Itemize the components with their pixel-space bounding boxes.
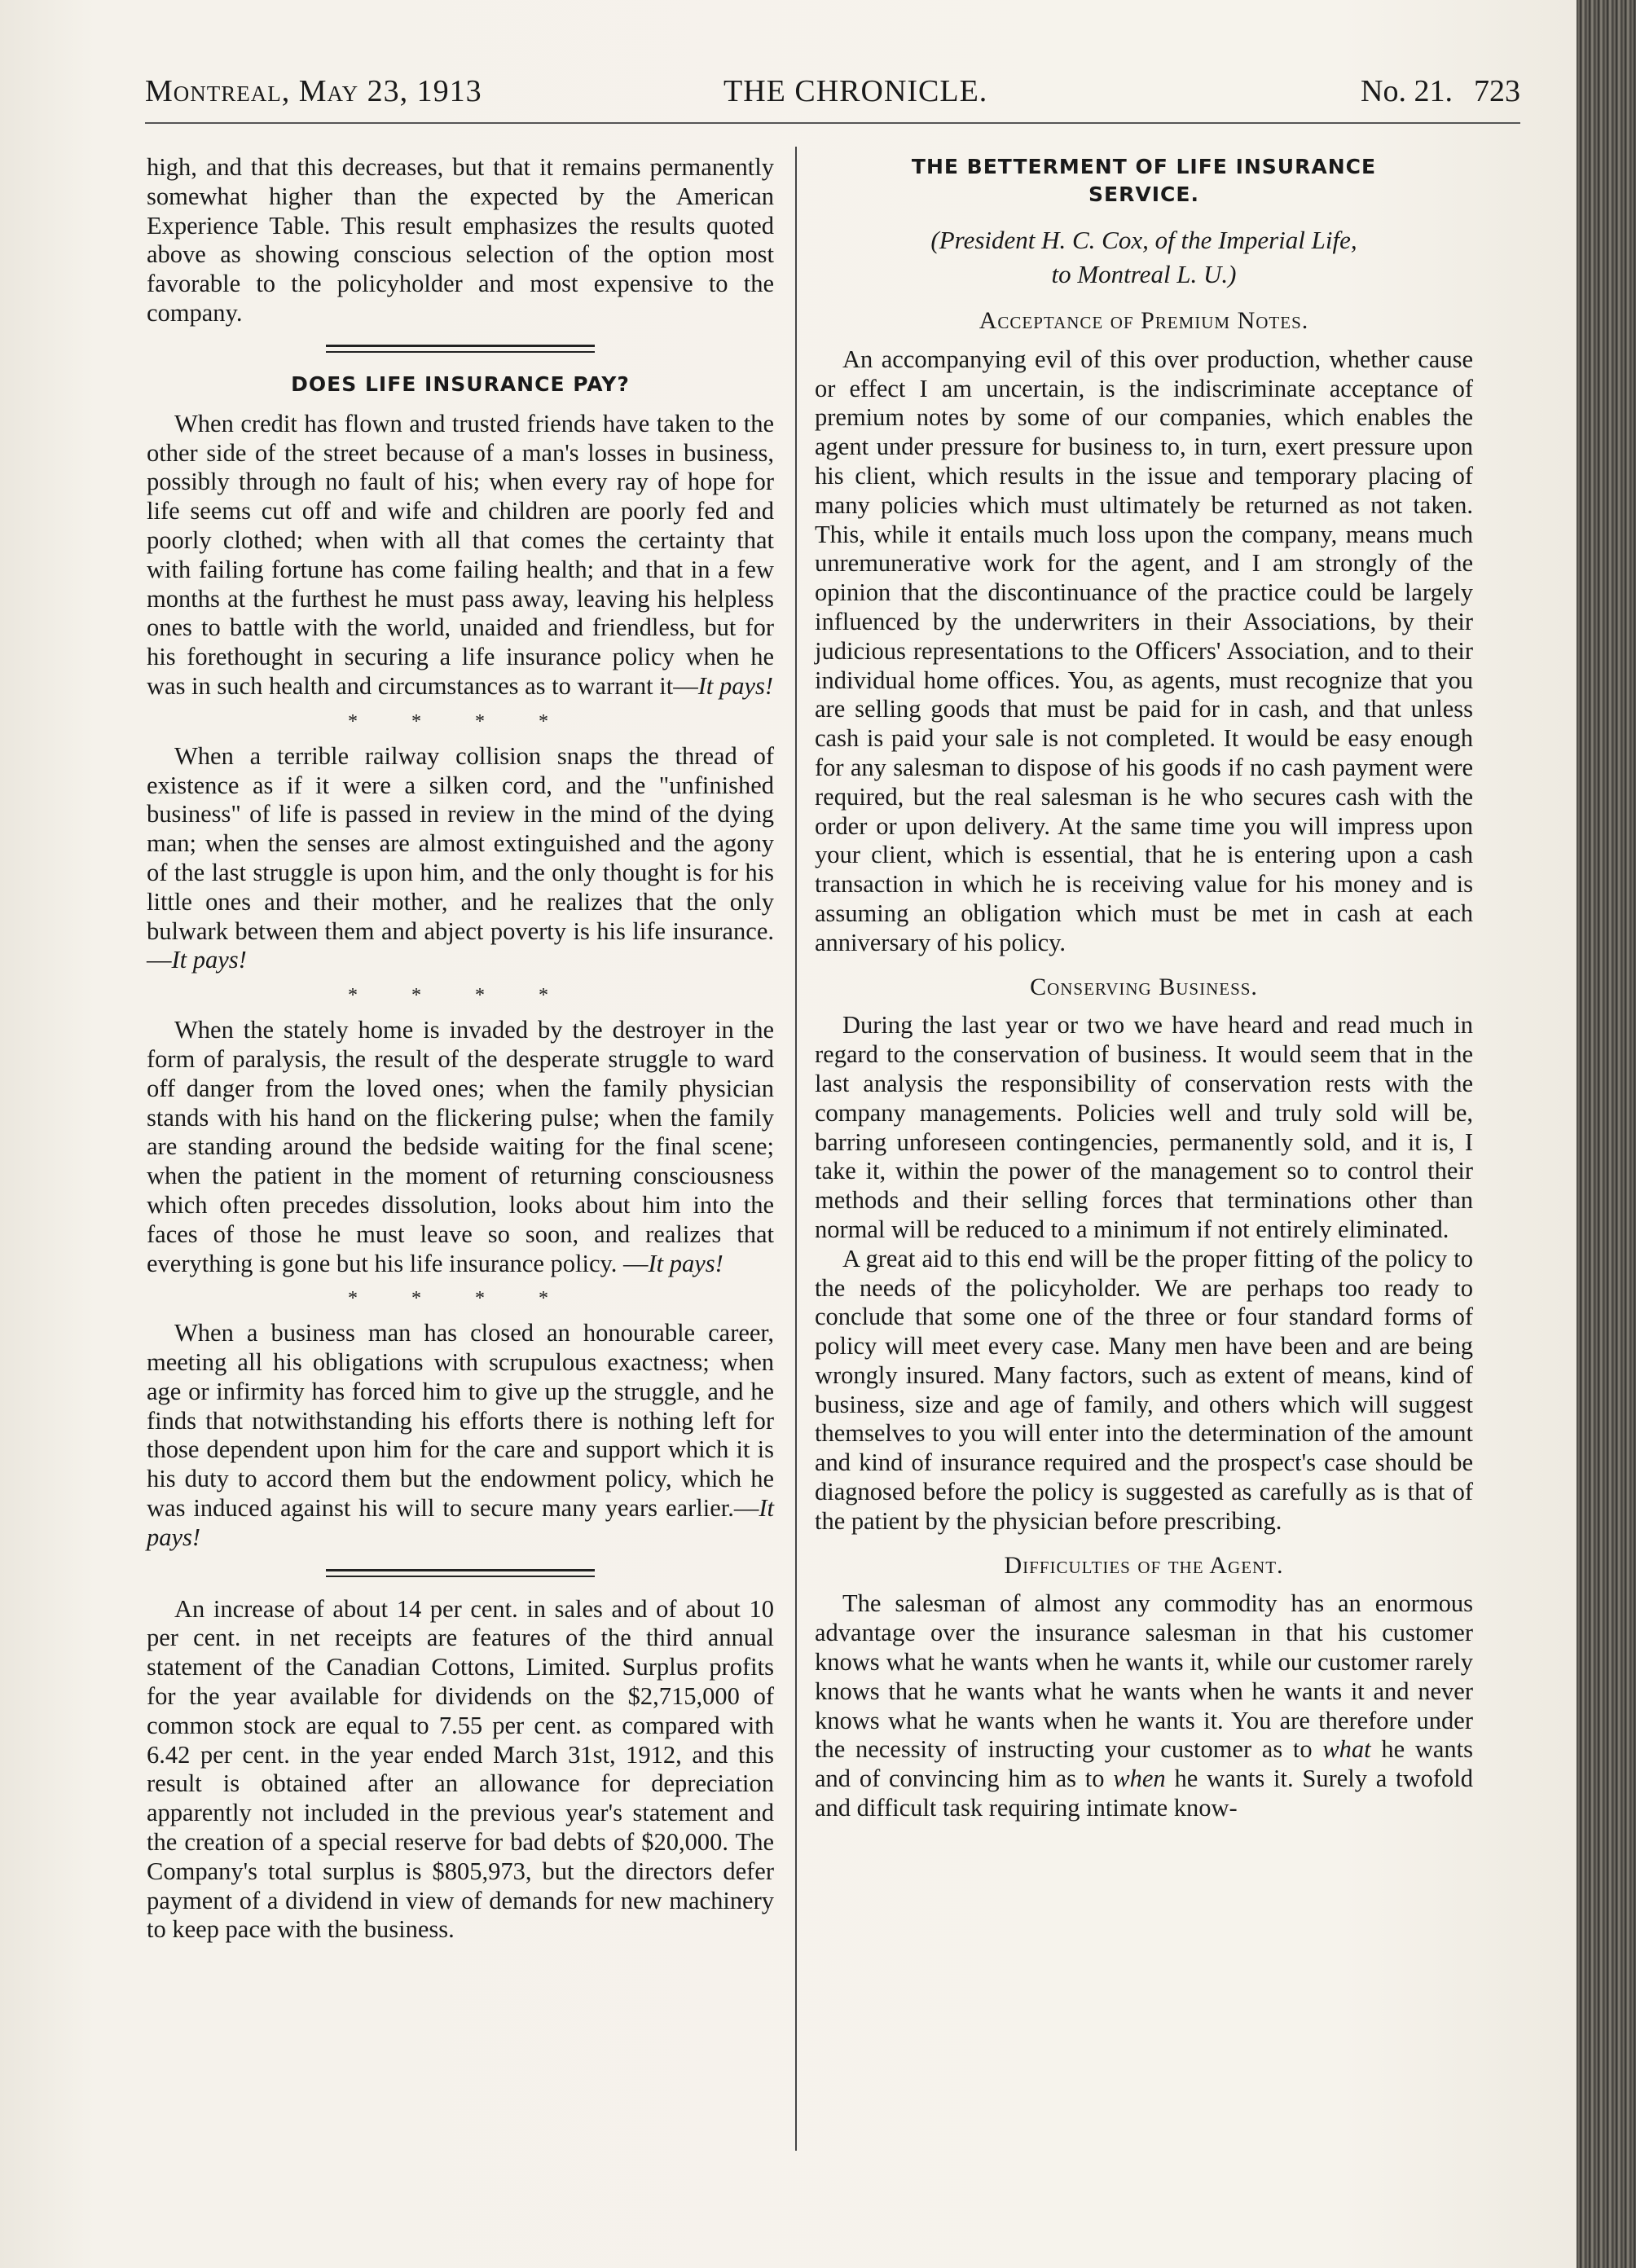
paragraph-text: When a business man has closed an honourable career, meeting all his obligations with scrupulous exactness; when age or infirmity has forced him to give up the struggle, and he finds that notwithstanding his efforts there is nothing left for those dependent upon him for the care and support which it is his duty to accord them but the endowment policy, which he was induced against his will to secure many years earlier.— (147, 1319, 774, 1523)
refrain: It pays! (697, 671, 774, 700)
byline (815, 223, 1473, 292)
subheading: Acceptance of Premium Notes. (979, 307, 1309, 334)
paragraph-text: When a terrible railway collision snaps the thread of existence as if it were a silken cord, and the "unfinished business" of life is passed in review in the mind of the dying man; when the senses are almost extinguished and the agony of the last struggle is upon him, and the only thought is for his little ones and their mother, and he realizes that the only bulwark between them and abject poverty is his life insurance.— (147, 741, 774, 974)
left-column (147, 153, 774, 1945)
asterism: * * * * (348, 710, 573, 732)
emphasis-word: when (1113, 1765, 1166, 1793)
article-paragraph (147, 742, 774, 975)
masthead-rule (145, 122, 1520, 124)
article-paragraph (147, 410, 774, 701)
emphasis-word: what (1322, 1735, 1371, 1764)
continued-paragraph: high, and that this decreases, but that it remains permanently somewhat higher than the expected by the American Experience Table. This result emphasizes the results quoted above as showing conscious selection of the option most favorable to the policyholder and most expensive to the company. (147, 153, 774, 327)
paragraph-text: The salesman of almost any commodity has an enormous advantage over the insurance salesman in that his customer knows what he wants when he wants it, while our customer rarely knows that he wants what he wants when he wants it and never knows what he wants when he wants it. You are therefore under the necessity of instructing your customer as to (815, 1589, 1473, 1764)
article-paragraph: During the last year or two we have heard and read much in regard to the conservation of business. It would seem that in the last analysis the responsibility of conservation rests with the company managements. Policies well and truly sold will be, barring unforeseen contingencies, permanently sold, and it is, I take it, within the power of the management so to control their methods and their selling forces that terminations other than normal will be reduced to a minimum if not entirely eliminated. (815, 1011, 1473, 1243)
section-divider (326, 345, 595, 353)
byline-line: (President H. C. Cox, of the Imperial Life, (930, 226, 1357, 254)
headline-line: THE BETTERMENT OF LIFE INSURANCE (911, 155, 1377, 178)
article-paragraph (147, 1319, 774, 1552)
asterism: * * * * (348, 1288, 573, 1310)
news-item-paragraph: An increase of about 14 per cent. in sales and of about 10 per cent. in net receipts are features of the third annual statement of the Canadian Cottons, Limited. Surplus profits for the year available for dividends on the $2,715,000 of common stock are equal to 7.55 per cent. as compared with 6.42 per cent. in the year ended March 31st, 1912, and this result is obtained after an allowance for depreciation apparently not included in the previous year's statement and the creation of a special reserve for bad debts of $20,000. The Company's total surplus is $805,973, but the directors defer payment of a dividend in view of demands for new machinery to keep pace with the business. (147, 1594, 774, 1944)
subheading: Difficulties of the Agent. (1004, 1551, 1284, 1579)
section-divider (326, 1569, 595, 1577)
masthead (145, 67, 1520, 116)
article-headline (815, 153, 1473, 209)
paragraph-text: he wants it. Surely a twofold and difficult task requiring intimate know- (815, 1765, 1474, 1822)
article-paragraph (147, 1016, 774, 1278)
article-paragraph: A great aid to this end will be the proper fitting of the policy to the needs of the policyholder. We are perhaps too ready to conclude that some one of the three or four standard forms of policy will meet every case. Many men have been and are being wrongly insured. Many factors, such as extent of means, kind of business, size and age of family, and others which will suggest themselves to you will enter into the determination of the amount and kind of insurance required and the prospect's case should be diagnosed before the policy is suggested as carefully as is that of the patient by the physician before prescribing. (815, 1244, 1473, 1535)
book-page-edges (1577, 0, 1636, 2268)
masthead-issue-page (1361, 73, 1520, 109)
subheading: Conserving Business. (1030, 973, 1258, 1000)
asterism: * * * * (348, 985, 573, 1007)
refrain: It pays! (171, 946, 247, 974)
masthead-title: THE CHRONICLE. (723, 74, 988, 108)
page-number: 723 (1474, 74, 1520, 108)
article-headline: DOES LIFE INSURANCE PAY? (291, 371, 630, 396)
refrain: It pays! (147, 1494, 774, 1551)
article-paragraph: An accompanying evil of this over production, whether cause or effect I am uncertain, is the indiscriminate acceptance of premium notes by some of our companies, which enables the agent under pressure for business to, in turn, exert pressure upon his client, which results in the issue and temporary placing of many policies which must ultimately be returned as not taken. This, while it entails much loss upon the company, means much unremunerative work for the agent, and I am strongly of the opinion that the discontinuance of the practice could be largely influenced by the underwriters in their Associations, by their judicious representations to the Officers' Association, and to their individual home offices. You, as agents, must recognize that you are selling goods that must be paid for in cash, and that unless cash is paid your sale is not completed. It would be easy enough for any salesman to dispose of his goods if no cash payment were required, but the real salesman is he who secures cash with the order or upon delivery. At the same time you will impress upon your client, which is essential, that he is entering upon a cash transaction in which he is receiving value for his money and is assuming an obligation which must be met in cash at each anniversary of his policy. (815, 345, 1473, 956)
byline-line: to Montreal L. U.) (1051, 260, 1237, 288)
paragraph-text: When the stately home is invaded by the destroyer in the form of paralysis, the result of the desperate struggle to ward off danger from the loved ones; when the family physician stands with his hand on the flickering pulse; when the family are standing around the bedside waiting for the final scene; when the patient in the moment of returning consciousness which often precedes dissolution, looks about him into the faces of those he must leave so soon, and realizes that everything is gone but his life insurance policy. — (147, 1016, 774, 1277)
spacer (147, 398, 774, 410)
right-column (815, 153, 1473, 1823)
masthead-place-date: Montreal, May 23, 1913 (145, 74, 482, 108)
paragraph-text: he wants and of convincing him as to (815, 1735, 1474, 1793)
headline-line: SERVICE. (1088, 182, 1199, 206)
column-divider (795, 147, 797, 2151)
refrain: It pays! (648, 1249, 723, 1277)
issue-number: No. 21. (1361, 74, 1453, 108)
article-paragraph (815, 1589, 1473, 1822)
paragraph-text: When credit has flown and trusted friends have taken to the other side of the street because of a man's losses in business, possibly through no fault of his; when every ray of hope for life seems cut off and wife and children are poorly fed and poorly clothed; when with all that comes the certainty that with failing fortune has come failing health; and that in a few months at the furthest he must pass away, leaving his helpless ones to battle with the world, unaided and friendless, but for his forethought in securing a life insurance policy when he was in such health and circumstances as to warrant it— (147, 409, 774, 700)
